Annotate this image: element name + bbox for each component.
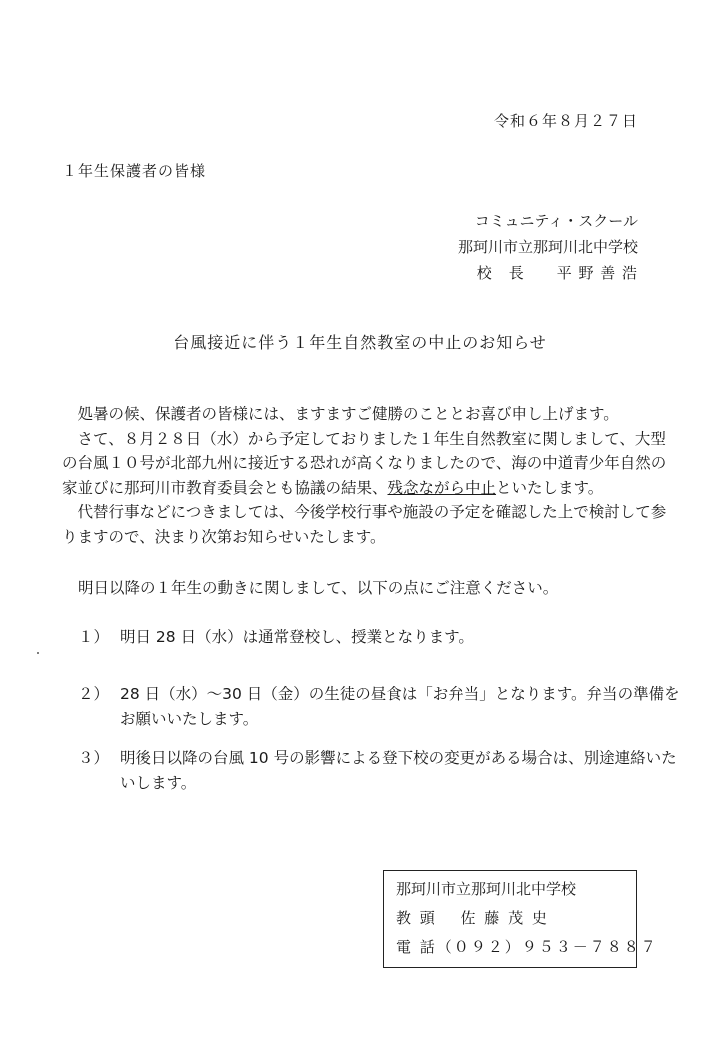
alternative-event-paragraph-line: りますので、決まり次第お知らせいたします。 <box>62 527 386 546</box>
sender-school-name: 那珂川市立那珂川北中学校 <box>457 238 638 256</box>
contact-phone: 電 話（０９２）９５３－７８８７ <box>396 938 658 956</box>
cancellation-text: 家並びに那珂川市教育委員会とも協議の結果、 <box>62 478 388 497</box>
cancellation-paragraph-line <box>62 476 662 501</box>
list-item-text: 28 日（水）～30 日（金）の生徒の昼食は「お弁当」となります。弁当の準備を <box>120 685 680 703</box>
sender-block <box>458 208 638 286</box>
list-item-text: 明後日以降の台風 10 号の影響による登下校の変更がある場合は、別途連絡いた <box>120 749 677 767</box>
list-item <box>78 746 677 796</box>
alternative-event-paragraph-line: 代替行事などにつきましては、今後学校行事や施設の予定を確認した上で検討して参 <box>77 503 667 521</box>
greeting-paragraph: 処暑の候、保護者の皆様には、ますますご健勝のこととお喜び申し上げます。 <box>77 405 619 423</box>
body-text <box>62 402 667 549</box>
list-item-text: お願いいたします。 <box>120 710 259 728</box>
sender-organization-type: コミュニティ・スクール <box>474 212 638 230</box>
contact-school: 那珂川市立那珂川北中学校 <box>396 880 577 898</box>
list-item <box>78 625 658 650</box>
cancellation-paragraph-line: さて、８月２８日（水）から予定しておりました１年生自然教室に関しまして、大型 <box>77 429 666 448</box>
list-item-number: ３） <box>78 749 110 767</box>
contact-person: 教 頭 佐 藤 茂 史 <box>396 909 549 927</box>
document-date: 令和６年８月２７日 <box>493 112 638 130</box>
list-item-number: ２） <box>78 685 110 703</box>
list-item-text: いします。 <box>120 774 197 792</box>
contact-box <box>383 870 658 968</box>
list-item <box>78 682 680 732</box>
addressee: １年生保護者の皆様 <box>62 162 207 180</box>
document-title: 台風接近に伴う１年生自然教室の中止のお知らせ <box>173 333 547 352</box>
scan-speck <box>37 652 39 654</box>
list-item-number: １） <box>78 628 110 646</box>
notes-intro: 明日以降の１年生の動きに関しまして、以下の点にご注意ください。 <box>78 579 559 597</box>
list-item-text: 明日 28 日（水）は通常登校し、授業となります。 <box>120 628 474 646</box>
cancellation-emphasis: 残念ながら中止 <box>387 478 497 497</box>
sender-principal: 校 長 平 野 善 浩 <box>476 264 638 282</box>
cancellation-text: といたします。 <box>496 478 604 497</box>
cancellation-paragraph-line: の台風１０号が北部九州に接近する恐れが高くなりましたので、海の中道青少年自然の <box>62 454 667 472</box>
